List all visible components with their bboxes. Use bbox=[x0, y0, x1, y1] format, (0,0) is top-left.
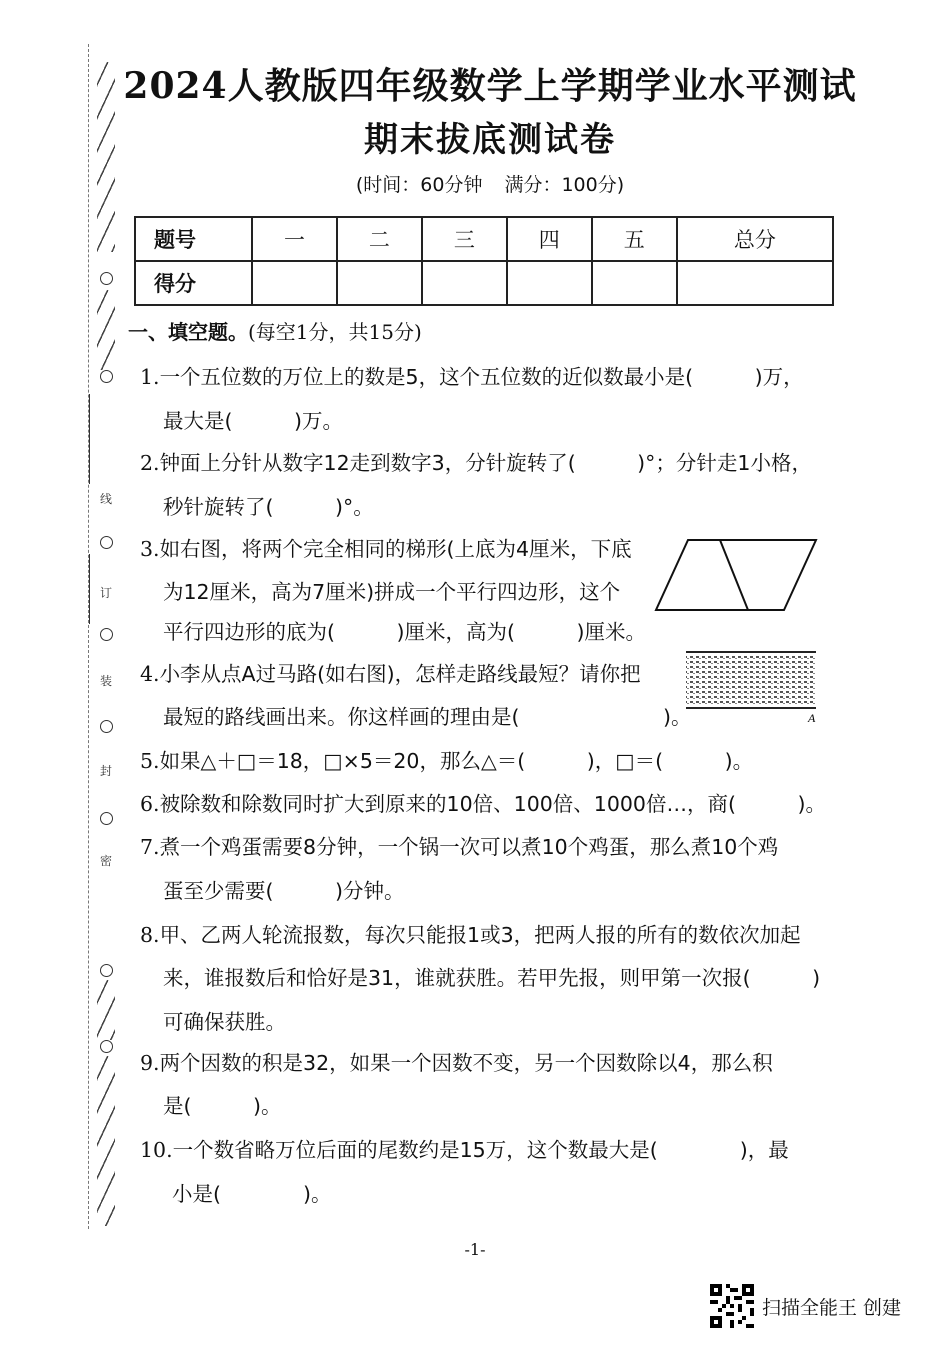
question-number: 10. bbox=[140, 1138, 173, 1162]
question-number: 1. bbox=[140, 365, 160, 389]
question-number: 4. bbox=[140, 662, 160, 686]
binding-rule bbox=[89, 394, 90, 484]
question-line bbox=[172, 1177, 332, 1207]
question-line bbox=[140, 830, 778, 860]
binding-circle bbox=[100, 272, 113, 285]
question-number: 3. bbox=[140, 537, 160, 561]
binding-rule bbox=[89, 554, 90, 624]
binding-hatch bbox=[97, 62, 115, 252]
question-line bbox=[163, 1005, 286, 1035]
binding-circle bbox=[100, 812, 113, 825]
question-text: 一个数省略万位后面的尾数约是15万，这个数最大是( )，最 bbox=[172, 1138, 789, 1162]
binding-label-bind: 装 bbox=[99, 674, 112, 688]
score-table-header-cell: 三 bbox=[422, 217, 507, 261]
question-text: 蛋至少需要( )分钟。 bbox=[163, 879, 405, 903]
score-table-header-row bbox=[135, 217, 833, 261]
question-text: 两个因数的积是32，如果一个因数不变，另一个因数除以4，那么积 bbox=[159, 1051, 773, 1075]
exam-time: (时间：60分钟 bbox=[355, 174, 483, 196]
binding-circle bbox=[100, 720, 113, 733]
trapezoid-divider bbox=[720, 540, 748, 610]
question-text: 小是( )。 bbox=[172, 1182, 332, 1206]
question-number: 8. bbox=[140, 923, 160, 947]
question-text: 最短的路线画出来。你这样画的理由是( )。 bbox=[163, 705, 692, 729]
page-number: -1- bbox=[464, 1240, 486, 1259]
score-table-header-cell: 总分 bbox=[677, 217, 833, 261]
score-cell[interactable] bbox=[337, 261, 422, 305]
question-line bbox=[163, 874, 405, 904]
question-line bbox=[163, 961, 820, 991]
question-text: 甲、乙两人轮流报数，每次只能报1或3，把两人报的所有的数依次加起 bbox=[159, 923, 801, 947]
question-text: 小李从点A过马路(如右图)，怎样走路线最短？请你把 bbox=[159, 662, 641, 686]
question-line bbox=[140, 1046, 773, 1076]
question-text: 是( )。 bbox=[163, 1094, 282, 1118]
score-table bbox=[134, 216, 834, 306]
score-row-label: 得分 bbox=[135, 261, 252, 305]
score-table-header-cell: 二 bbox=[337, 217, 422, 261]
question-line bbox=[140, 1133, 789, 1163]
binding-hatch bbox=[97, 290, 115, 370]
section-title-note: (每空1分，共15分) bbox=[248, 320, 422, 344]
question-number: 9. bbox=[140, 1051, 160, 1075]
question-text: 如右图，将两个完全相同的梯形(上底为4厘米，下底 bbox=[159, 537, 632, 561]
score-cell[interactable] bbox=[252, 261, 337, 305]
section-title bbox=[128, 316, 422, 345]
question-text: 煮一个鸡蛋需要8分钟，一个锅一次可以煮10个鸡蛋，那么煮10个鸡 bbox=[159, 835, 779, 859]
question-line bbox=[140, 657, 641, 687]
question-text: 被除数和除数同时扩大到原来的10倍、100倍、1000倍…，商( )。 bbox=[159, 792, 826, 816]
question-text: 秒针旋转了( )°。 bbox=[163, 495, 374, 519]
score-table-score-row bbox=[135, 261, 833, 305]
binding-hatch bbox=[97, 1056, 115, 1226]
question-line bbox=[163, 404, 343, 434]
binding-hatch bbox=[97, 980, 115, 1040]
qr-code-icon bbox=[710, 1284, 754, 1328]
question-line bbox=[163, 615, 646, 645]
question-number: 2. bbox=[140, 451, 160, 475]
score-table-header-cell: 题号 bbox=[135, 217, 252, 261]
binding-circle bbox=[100, 1040, 113, 1053]
exam-full-score: 满分：100分) bbox=[504, 174, 625, 196]
parallelogram-figure bbox=[652, 536, 820, 614]
road-figure bbox=[684, 650, 818, 726]
binding-label-seal: 封 bbox=[99, 764, 112, 778]
question-text: 如果△＋□＝18，□×5＝20，那么△＝( )，□＝( )。 bbox=[159, 749, 754, 773]
question-number: 7. bbox=[140, 835, 160, 859]
exam-title: 2024人教版四年级数学上学期学业水平测试 bbox=[123, 65, 857, 107]
question-line bbox=[163, 490, 374, 520]
question-text: 最大是( )万。 bbox=[163, 409, 343, 433]
score-table-header-cell: 一 bbox=[252, 217, 337, 261]
question-text: 平行四边形的底为( )厘米，高为( )厘米。 bbox=[163, 620, 646, 644]
question-line bbox=[163, 575, 620, 605]
section-title-text: 一、填空题。 bbox=[128, 320, 248, 344]
question-text: 一个五位数的万位上的数是5，这个五位数的近似数最小是( )万， bbox=[159, 365, 804, 389]
binding-label-staple: 订 bbox=[99, 586, 112, 600]
score-table-header-cell: 四 bbox=[507, 217, 592, 261]
road-surface bbox=[686, 656, 816, 704]
score-cell[interactable] bbox=[677, 261, 833, 305]
question-number: 5. bbox=[140, 749, 160, 773]
binding-circle bbox=[100, 370, 113, 383]
question-number: 6. bbox=[140, 792, 160, 816]
score-table-header-cell: 五 bbox=[592, 217, 677, 261]
question-line bbox=[140, 918, 801, 948]
question-text: 钟面上分针从数字12走到数字3，分针旋转了( )°；分针走1小格， bbox=[159, 451, 812, 475]
question-line bbox=[163, 700, 692, 730]
score-cell[interactable] bbox=[592, 261, 677, 305]
point-a-label: A bbox=[808, 711, 816, 725]
question-text: 为12厘米，高为7厘米)拼成一个平行四边形，这个 bbox=[163, 580, 621, 604]
score-cell[interactable] bbox=[507, 261, 592, 305]
binding-margin bbox=[88, 44, 123, 1229]
question-line bbox=[140, 446, 812, 476]
binding-label-secret: 密 bbox=[99, 854, 112, 868]
binding-circle bbox=[100, 536, 113, 549]
binding-circle bbox=[100, 964, 113, 977]
score-cell[interactable] bbox=[422, 261, 507, 305]
scanner-watermark bbox=[710, 1284, 901, 1328]
binding-label-line: 线 bbox=[99, 492, 112, 506]
question-line bbox=[140, 532, 632, 562]
question-line bbox=[140, 360, 804, 390]
question-text: 可确保获胜。 bbox=[163, 1010, 286, 1034]
parallelogram-outline bbox=[656, 540, 816, 610]
question-line bbox=[163, 1089, 282, 1119]
question-line bbox=[140, 787, 826, 817]
question-line bbox=[140, 744, 753, 774]
binding-circle bbox=[100, 628, 113, 641]
question-text: 来，谁报数后和恰好是31，谁就获胜。若甲先报，则甲第一次报( ) bbox=[163, 966, 821, 990]
watermark-text: 扫描全能王 创建 bbox=[762, 1296, 902, 1319]
exam-subtitle: 期末拔底测试卷 bbox=[364, 120, 616, 160]
exam-info bbox=[120, 170, 860, 197]
